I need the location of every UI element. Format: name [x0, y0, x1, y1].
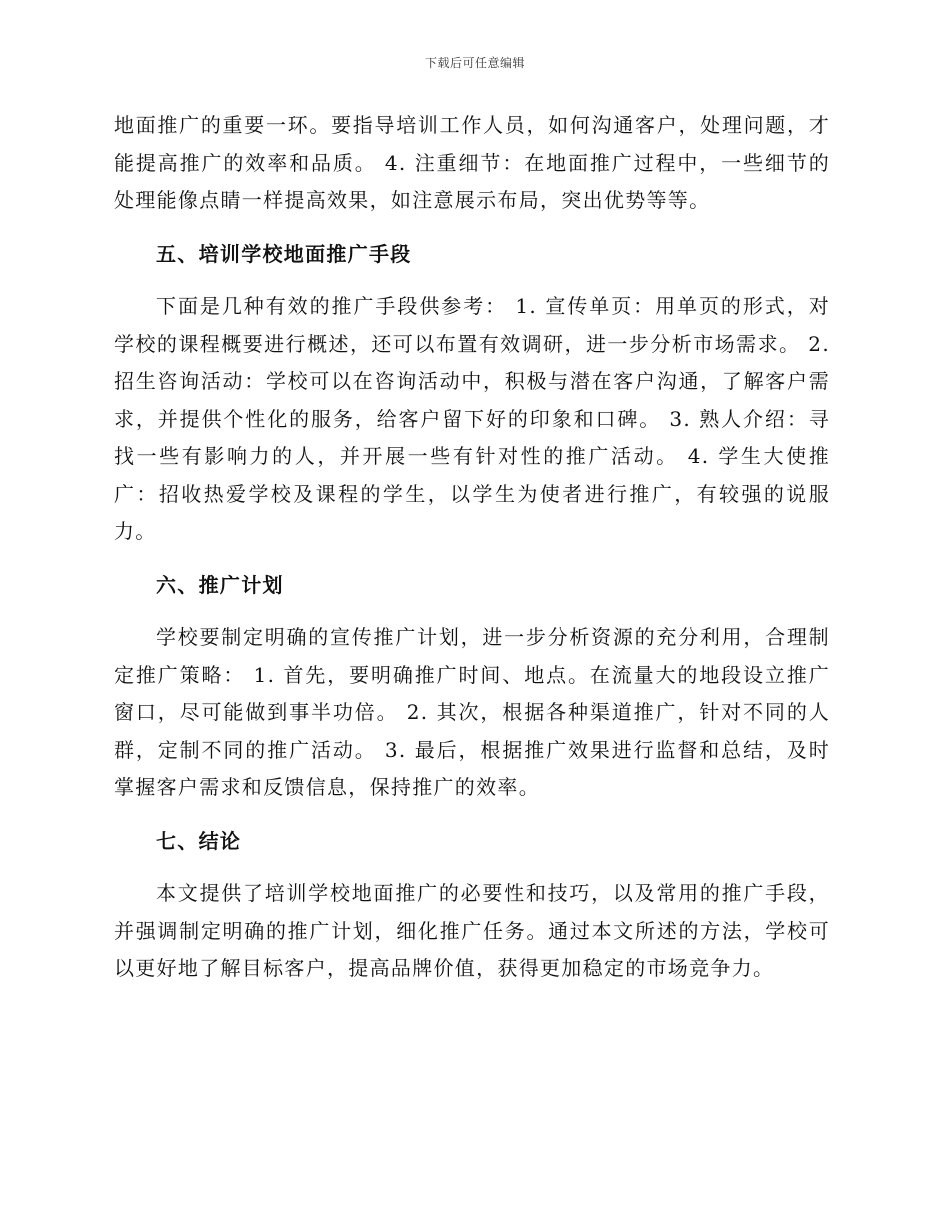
section-heading-7: 七、结论	[156, 828, 242, 853]
section-heading-6: 六、推广计划	[156, 572, 284, 597]
document-body	[114, 107, 830, 988]
section-body-5: 下面是几种有效的推广手段供参考： 1. 宣传单页：用单页的形式，对学校的课程概要进行概述，还可以布置有效调研，进一步分析市场需求。 2. 招生咨询活动：学校可以在咨询活动中，积极与潜在客户沟通，了解客户需求，并提供个性化的服务，给客户留下好的印象和口碑。 3. 熟人介绍：寻找一些有影响力的人，并开展一些有针对性的推广活动。 4. 学生大使推广：招收热爱学校及课程的学生，以学生为使者进行推广，有较强的说服力。	[114, 294, 830, 543]
page-header: 下载后可任意编辑	[424, 56, 525, 70]
section-heading-5: 五、培训学校地面推广手段	[156, 241, 412, 266]
intro-paragraph: 地面推广的重要一环。要指导培训工作人员，如何沟通客户，处理问题，才能提高推广的效率和品质。 4. 注重细节：在地面推广过程中，一些细节的处理能像点睛一样提高效果，如注意展示布局，突出优势等等。	[114, 113, 830, 212]
section-body-6: 学校要制定明确的宣传推广计划，进一步分析资源的充分利用，合理制定推广策略： 1. 首先，要明确推广时间、地点。在流量大的地段设立推广窗口，尽可能做到事半功倍。 2. 其次，根据各种渠道推广，针对不同的人群，定制不同的推广活动。 3. 最后，根据推广效果进行监督和总结，及时掌握客户需求和反馈信息，保持推广的效率。	[114, 625, 830, 799]
section-body-7: 本文提供了培训学校地面推广的必要性和技巧，以及常用的推广手段，并强调制定明确的推广计划，细化推广任务。通过本文所述的方法，学校可以更好地了解目标客户，提高品牌价值，获得更加稳定的市场竞争力。	[114, 881, 830, 980]
